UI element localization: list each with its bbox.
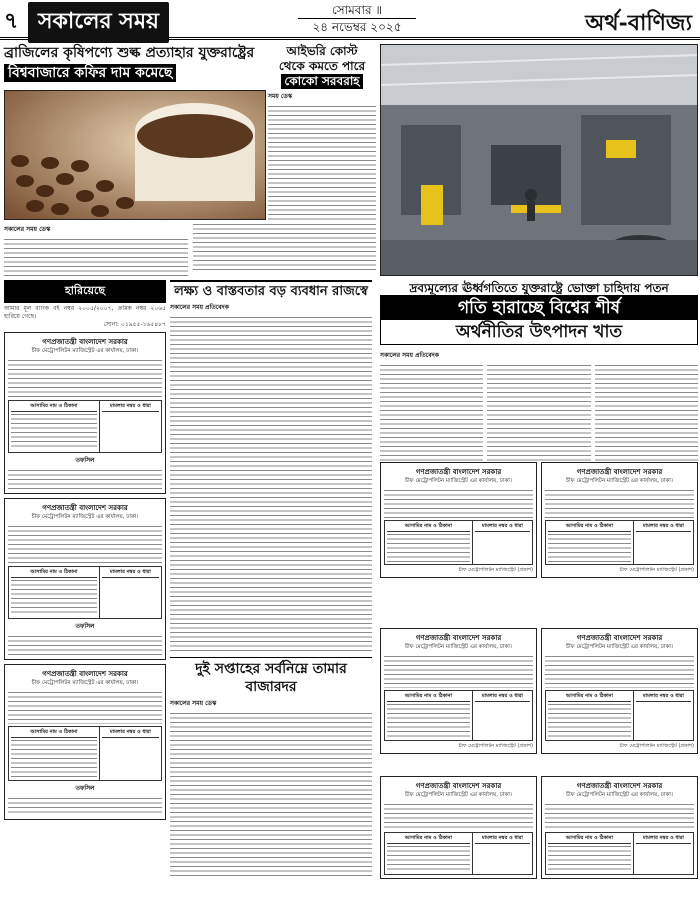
coffee-body xyxy=(4,222,376,272)
notices-row-2 xyxy=(380,628,698,754)
court-notice: গণপ্রজাতন্ত্রী বাংলাদেশ সরকার চীফ মেট্রোপলিটন ম্যাজিস্ট্রেট এর কার্যালয়, ঢাকা। আসামির নাম ও ঠিকানা মামলার নম্বর ও ধারা তফসিল xyxy=(4,332,166,494)
coffee-headline xyxy=(4,44,266,82)
coffee-body-col2 xyxy=(193,222,377,270)
budget-byline: সকালের সময় প্রতিবেদক xyxy=(170,304,229,311)
left-column xyxy=(4,280,166,820)
coffee-byline: সকালের সময় ডেস্ক xyxy=(4,226,51,233)
court-notice: গণপ্রজাতন্ত্রী বাংলাদেশ সরকার চীফ মেট্রোপলিটন ম্যাজিস্ট্রেট এর কার্যালয়, ঢাকা। আসামির নাম ও ঠিকানা মামলার নম্বর ও ধারা চীফ মেট্রোপলিটন ম্যাজিস্ট্রেট (প্রকাশ) xyxy=(541,462,698,578)
page-number: ৭ xyxy=(4,8,19,34)
coffee-body-col1 xyxy=(4,237,188,277)
coffee-beans-photo xyxy=(4,90,266,220)
masthead xyxy=(0,0,700,40)
budget-headline: লক্ষ্য ও বাস্তবতার বড় ব্যবধান রাজস্বে xyxy=(170,280,372,300)
factory-story xyxy=(380,348,698,463)
notices-row-1 xyxy=(380,462,698,578)
paper-name-logo: সকালের সময় xyxy=(28,2,169,43)
factory-photo xyxy=(380,44,698,276)
lost-notice-title: হারিয়েছে xyxy=(4,280,166,303)
cocoa-headline: আইভরি কোস্ট থেকে কমতে পারে কোকো সরবরাহ xyxy=(278,44,366,88)
court-notice: গণপ্রজাতন্ত্রী বাংলাদেশ সরকার চীফ মেট্রোপলিটন ম্যাজিস্ট্রেট এর কার্যালয়, ঢাকা। আসামির নাম ও ঠিকানা মামলার নম্বর ও ধারা xyxy=(380,776,537,879)
budget-body xyxy=(170,315,372,653)
factory-headline: গতি হারাচ্ছে বিশ্বের শীর্ষ অর্থনীতির উৎপাদন খাত xyxy=(380,295,698,345)
coffee-headline-line1: ব্রাজিলের কৃষিপণ্যে শুল্ক প্রত্যাহার যুক্তরাষ্ট্রের xyxy=(4,45,255,61)
lost-notice-text: আমার মূল ব্যাংক বই নম্বর ২০০৫/২০০৭, ক্রমিক নম্বর ২০৬৫ হারিয়ে গেছে। xyxy=(4,305,166,320)
coffee-headline-line2: বিশ্ববাজারে কফির দাম কমেছে xyxy=(4,64,176,82)
section-title: অর্থ-বাণিজ্য xyxy=(585,10,692,36)
lost-notice-sign: সোনা: ০১৯৫৫-১৬৫৪৮৭ xyxy=(103,321,166,328)
middle-column xyxy=(170,280,372,877)
court-notice: গণপ্রজাতন্ত্রী বাংলাদেশ সরকার চীফ মেট্রোপলিটন ম্যাজিস্ট্রেট এর কার্যালয়, ঢাকা। আসামির নাম ও ঠিকানা মামলার নম্বর ও ধারা চীফ মেট্রোপলিটন ম্যাজিস্ট্রেট (প্রকাশ) xyxy=(541,628,698,754)
cocoa-byline: সময় ডেস্ক xyxy=(268,93,293,100)
date: ২৪ নভেম্বর ২০২৫ xyxy=(312,20,402,34)
copper-body xyxy=(170,711,372,877)
copper-byline: সকালের সময় ডেস্ক xyxy=(170,700,217,707)
weekday: সোমবার ॥ xyxy=(298,2,416,19)
copper-headline: দুই সপ্তাহের সর্বনিম্নে তামার বাজারদর xyxy=(170,657,372,696)
date-box xyxy=(298,2,416,35)
court-notice: গণপ্রজাতন্ত্রী বাংলাদেশ সরকার চীফ মেট্রোপলিটন ম্যাজিস্ট্রেট এর কার্যালয়, ঢাকা। আসামির নাম ও ঠিকানা মামলার নম্বর ও ধারা তফসিল xyxy=(4,498,166,660)
factory-byline: সকালের সময় প্রতিবেদক xyxy=(380,352,439,359)
court-notice: গণপ্রজাতন্ত্রী বাংলাদেশ সরকার চীফ মেট্রোপলিটন ম্যাজিস্ট্রেট এর কার্যালয়, ঢাকা। আসামির নাম ও ঠিকানা মামলার নম্বর ও ধারা চীফ মেট্রোপলিটন ম্যাজিস্ট্রেট (প্রকাশ) xyxy=(380,628,537,754)
court-notice: গণপ্রজাতন্ত্রী বাংলাদেশ সরকার চীফ মেট্রোপলিটন ম্যাজিস্ট্রেট এর কার্যালয়, ঢাকা। আসামির নাম ও ঠিকানা মামলার নম্বর ও ধারা তফসিল xyxy=(4,664,166,820)
notices-row-3 xyxy=(380,776,698,879)
factory-kicker: দ্রব্যমূল্যের ঊর্ধ্বগতিতে যুক্তরাষ্ট্রে ভোক্তা চাহিদায় পতন xyxy=(409,281,669,295)
court-notice: গণপ্রজাতন্ত্রী বাংলাদেশ সরকার চীফ মেট্রোপলিটন ম্যাজিস্ট্রেট এর কার্যালয়, ঢাকা। আসামির নাম ও ঠিকানা মামলার নম্বর ও ধারা xyxy=(541,776,698,879)
court-notice: গণপ্রজাতন্ত্রী বাংলাদেশ সরকার চীফ মেট্রোপলিটন ম্যাজিস্ট্রেট এর কার্যালয়, ঢাকা। আসামির নাম ও ঠিকানা মামলার নম্বর ও ধারা চীফ মেট্রোপলিটন ম্যাজিস্ট্রেট (প্রকাশ) xyxy=(380,462,537,578)
